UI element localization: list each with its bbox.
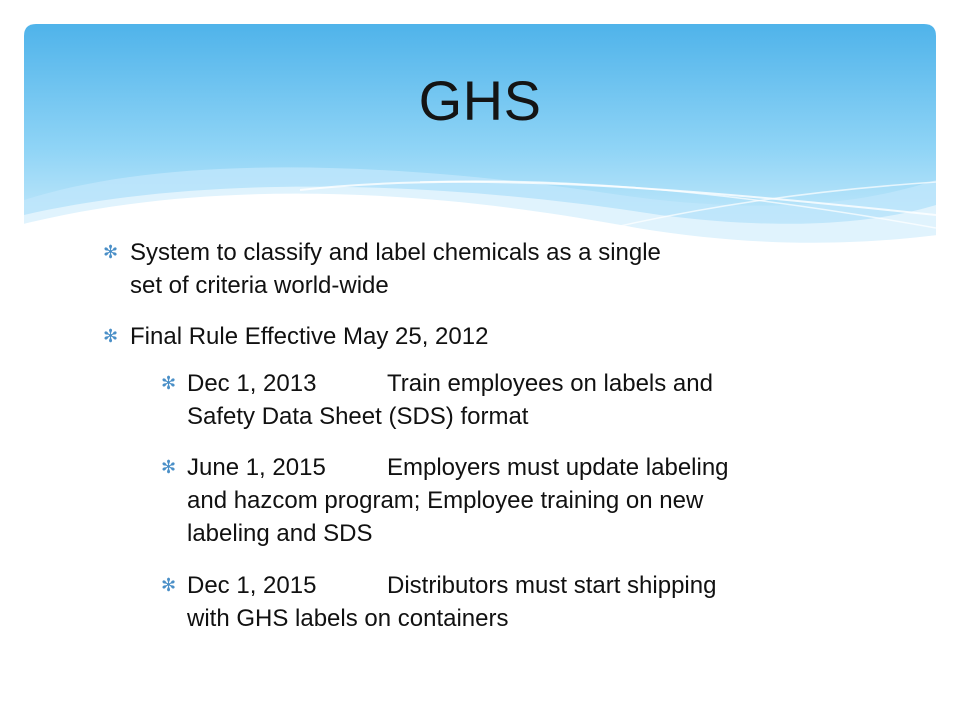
milestone-text: and hazcom program; Employee training on new bbox=[187, 487, 704, 514]
bullet-item bbox=[130, 236, 661, 302]
sub-bullet-item bbox=[187, 367, 713, 433]
milestone-text: Train employees on labels and bbox=[387, 370, 713, 397]
bullet-star-icon: ✻ bbox=[103, 242, 119, 262]
milestone-date: Dec 1, 2013 bbox=[187, 370, 317, 397]
bullet-line: Final Rule Effective May 25, 2012 bbox=[130, 323, 489, 350]
bullet-star-icon: ✻ bbox=[103, 326, 119, 346]
milestone-date: Dec 1, 2015 bbox=[187, 572, 317, 599]
slide-title: GHS bbox=[418, 69, 542, 132]
sub-bullet-star-icon: ✻ bbox=[161, 457, 177, 477]
milestone-text: Distributors must start shipping bbox=[387, 572, 717, 599]
milestone-text: Employers must update labeling bbox=[387, 454, 729, 481]
sub-bullet-item bbox=[187, 569, 716, 635]
milestone-text: labeling and SDS bbox=[187, 520, 373, 547]
milestone-date: June 1, 2015 bbox=[187, 454, 326, 481]
milestone-text: Safety Data Sheet (SDS) format bbox=[187, 403, 529, 430]
sub-bullet-star-icon: ✻ bbox=[161, 373, 177, 393]
bullet-line: System to classify and label chemicals as a single bbox=[130, 239, 661, 266]
milestone-text: with GHS labels on containers bbox=[187, 605, 509, 632]
sub-bullet-item bbox=[187, 451, 729, 550]
sub-bullet-star-icon: ✻ bbox=[161, 575, 177, 595]
bullet-item bbox=[130, 320, 488, 353]
bullet-line: set of criteria world-wide bbox=[130, 272, 389, 299]
